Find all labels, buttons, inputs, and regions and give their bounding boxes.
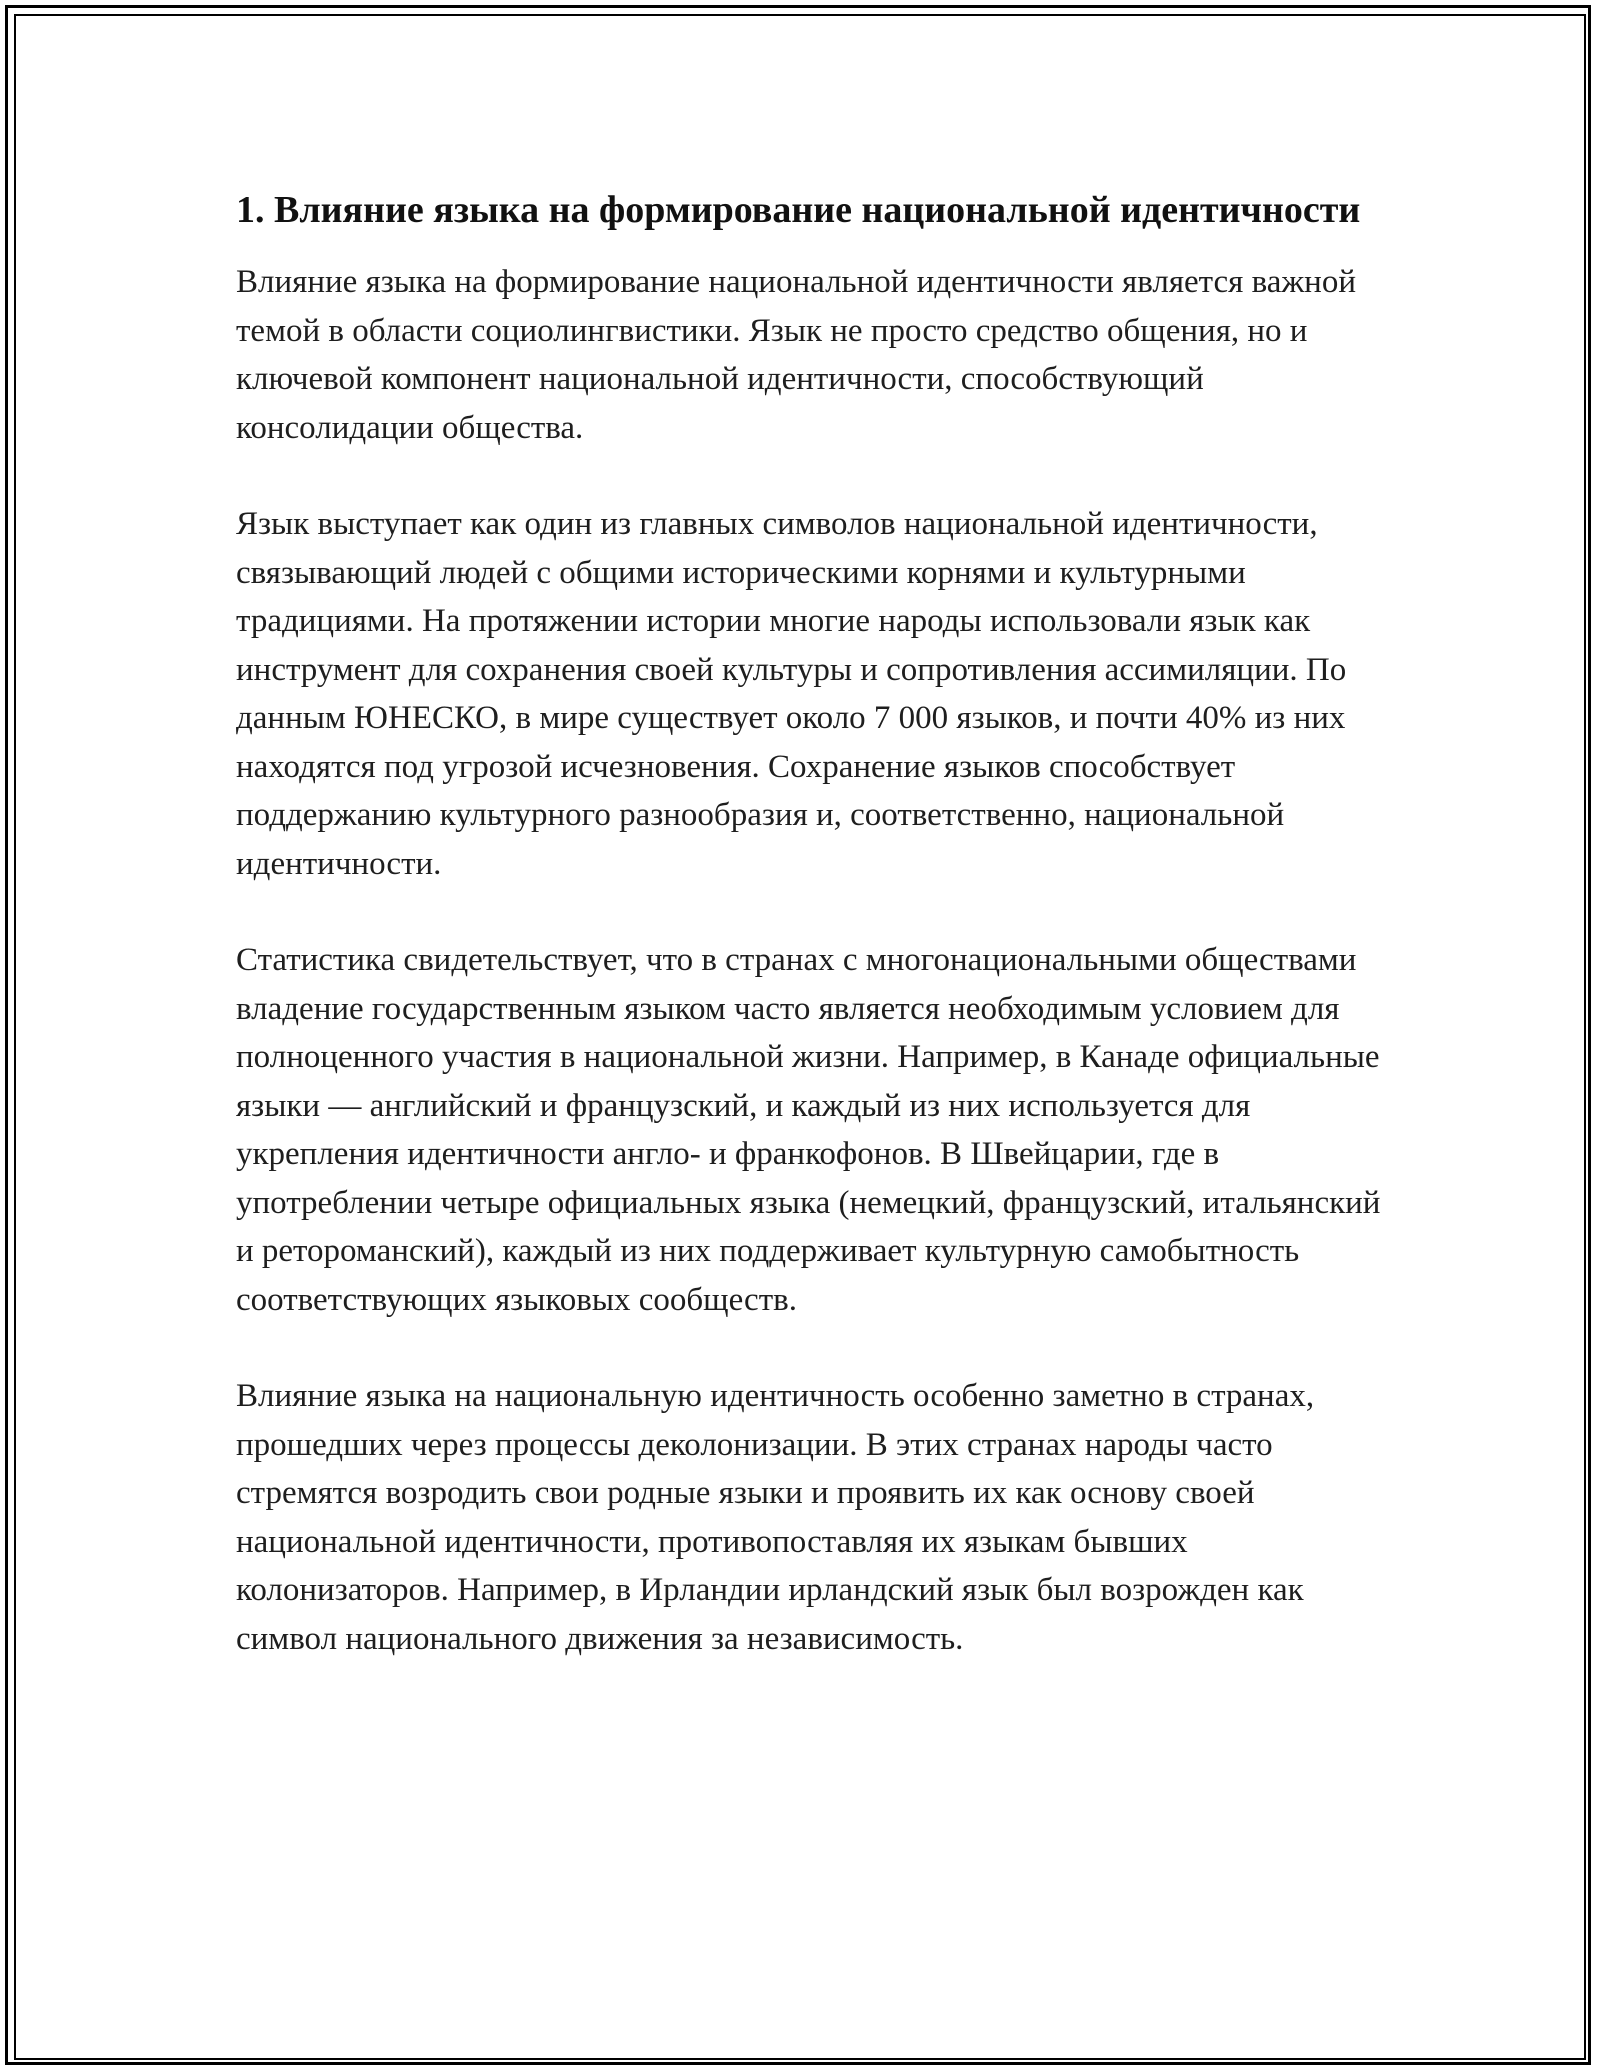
paragraph-decolonization: Влияние языка на национальную идентичность особенно заметно в странах, прошедших через процессы деколонизации. В этих странах народы часто стремятся возродить свои родные языки и проявить их как основу своей национальной идентичности, противопоставляя их языкам бывших колонизаторов. Например, в Ирландии ирландский язык был возрожден как символ национального движения за независимость. — [236, 1378, 1315, 1657]
document-body — [236, 182, 1396, 1711]
paragraph-statistics: Статистика свидетельствует, что в странах с многонациональными обществами владение государственным языком часто является необходимым условием для полноценного участия в национальной жизни. Например, в Канаде официальные языки — английский и французский, и каждый из них используется для укрепления идентичности англо- и франкофонов. В Швейцарии, где в употреблении четыре официальных языка (немецкий, французский, итальянский и ретороманский), каждый из них поддерживает культурную самобытность соответствующих языковых сообществ. — [236, 942, 1381, 1318]
paragraph-intro: Влияние языка на формирование национальной идентичности является важной темой в области социолингвистики. Язык не просто средство общения, но и ключевой компонент национальной идентичности, способствующий консолидации общества. — [236, 264, 1356, 446]
paragraph-language-symbol: Язык выступает как один из главных символов национальной идентичности, связывающий людей с общими историческими корнями и культурными традициями. На протяжении истории многие народы использовали язык как инструмент для сохранения своей культуры и сопротивления ассимиляции. По данным ЮНЕСКО, в мире существует около 7 000 языков, и почти 40% из них находятся под угрозой исчезновения. Сохранение языков способствует поддержанию культурного разнообразия и, соответственно, национальной идентичности. — [236, 506, 1347, 882]
section-heading: 1. Влияние языка на формирование национальной идентичности — [236, 189, 1361, 231]
